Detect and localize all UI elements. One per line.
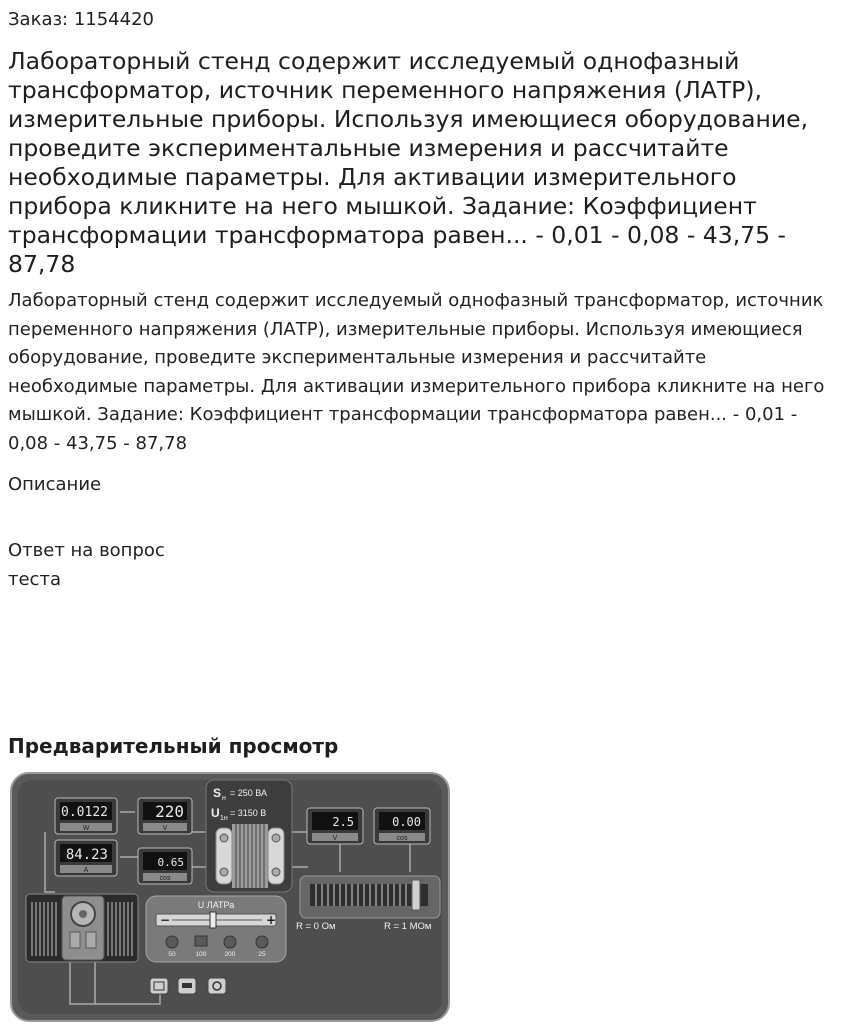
transformer-voltage-subscript: 1н bbox=[220, 815, 228, 822]
voltmeter-output-unit: V bbox=[332, 835, 338, 842]
latr-control-panel bbox=[146, 896, 286, 962]
ammeter-value: 84.23 bbox=[65, 847, 108, 863]
transformer-power-subscript: н bbox=[222, 795, 226, 802]
wattmeter-unit: W bbox=[82, 825, 90, 832]
question-title: Лабораторный стенд содержит исследуемый однофазный трансформатор, источник переменного напряжения (ЛАТР), измерительные приборы. Используя имеющиеся оборудование, проведите экспериментальные измерения и рассчитайте необходимые параметры. Для активации измерительного прибора кликните на него мышкой. Задание: Коэффициент трансформации трансформатора равен... - 0,01 - 0,08 - 43,75 - 87,78 bbox=[8, 47, 809, 278]
ammeter[interactable] bbox=[55, 840, 117, 876]
latr-step-50-button[interactable] bbox=[166, 936, 178, 948]
phase-meter-output[interactable] bbox=[374, 808, 430, 844]
transformer-voltage-value: = 3150 В bbox=[230, 808, 267, 818]
transformer bbox=[206, 780, 292, 892]
settings-button[interactable] bbox=[208, 978, 226, 994]
load-r-max-label: R = 1 МОм bbox=[384, 921, 432, 932]
latr-step-100-button[interactable] bbox=[195, 936, 207, 946]
latr-step-25-button[interactable] bbox=[256, 936, 268, 948]
lab-stand-preview bbox=[10, 772, 450, 1022]
preview-title: Предварительный просмотр bbox=[8, 734, 339, 758]
phase-meter-output-value: 0.00 bbox=[392, 815, 421, 829]
transformer-voltage-symbol: U bbox=[211, 806, 220, 820]
latr-plus-button[interactable]: + bbox=[266, 913, 277, 927]
question-description: Лабораторный стенд содержит исследуемый однофазный трансформатор, источник переменного напряжения (ЛАТР), измерительные приборы. Используя имеющиеся оборудование, проведите экспериментальные измерения и рассчитайте необходимые параметры. Для активации измерительного прибора кликните на него мышкой. Задание: Коэффициент трансформации трансформатора равен... - 0,01 - 0,08 - 43,75 - 87,78 bbox=[8, 290, 825, 454]
load-resistor[interactable] bbox=[300, 876, 440, 918]
latr-label: U ЛАТРа bbox=[197, 900, 235, 910]
answer-label: Ответ на вопрос теста bbox=[8, 540, 165, 590]
latr-step-25-label: 25 bbox=[258, 951, 266, 958]
voltmeter-input-value: 220 bbox=[155, 802, 184, 821]
latr-slider-handle[interactable] bbox=[210, 912, 216, 928]
phase-meter-input[interactable] bbox=[138, 848, 192, 884]
voltmeter-input[interactable] bbox=[138, 798, 192, 834]
order-number: Заказ: 1154420 bbox=[8, 9, 154, 30]
load-resistor-slider[interactable] bbox=[412, 880, 420, 910]
phase-meter-input-value: 0.65 bbox=[157, 856, 184, 869]
latr-step-200-button[interactable] bbox=[224, 936, 236, 948]
voltmeter-input-unit: V bbox=[162, 825, 168, 832]
transformer-power-symbol: S bbox=[213, 786, 222, 800]
latr-minus-button[interactable]: − bbox=[160, 913, 171, 927]
latr-step-100-label: 100 bbox=[195, 951, 207, 958]
latr-step-200-label: 200 bbox=[224, 951, 236, 958]
bottom-controls bbox=[150, 978, 226, 994]
phase-meter-input-unit: cos bbox=[159, 875, 171, 882]
ammeter-unit: A bbox=[83, 867, 89, 874]
voltmeter-output-value: 2.5 bbox=[332, 815, 354, 829]
latr-step-50-label: 50 bbox=[168, 951, 176, 958]
load-r-min-label: R = 0 Ом bbox=[296, 921, 336, 932]
reset-button[interactable] bbox=[150, 978, 168, 994]
voltmeter-output[interactable] bbox=[307, 808, 363, 844]
phase-meter-output-unit: cos bbox=[396, 835, 408, 842]
transformer-power-value: = 250 ВА bbox=[230, 788, 267, 798]
description-label: Описание bbox=[8, 474, 102, 495]
latr-autotransformer bbox=[26, 894, 138, 962]
wattmeter-value: 0.0122 bbox=[61, 805, 108, 820]
wattmeter[interactable] bbox=[55, 798, 117, 834]
